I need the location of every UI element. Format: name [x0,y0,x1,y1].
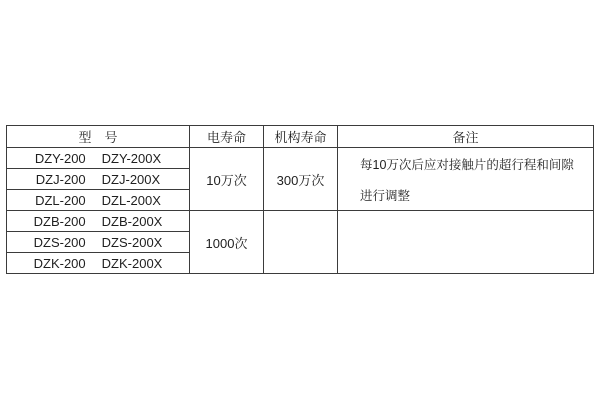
mechanical-life-cell [264,211,338,274]
table-row [7,148,594,169]
model-cell [7,211,190,232]
model-name: DZK-200 [33,255,86,271]
mechanical-life-cell: 300万次 [264,148,338,211]
model-name: DZK-200X [101,255,163,271]
model-name: DZY-200X [101,150,162,166]
model-name: DZS-200X [101,234,163,250]
remark-text-line2: 进行调整 [360,188,411,203]
relay-lifespan-table [6,125,594,274]
model-cell [7,148,190,169]
model-cell [7,253,190,274]
table-header-row [7,126,594,148]
electrical-life-cell: 10万次 [190,148,264,211]
remark-cell [338,148,594,211]
model-name: DZL-200X [101,192,161,208]
electrical-life-cell: 1000次 [190,211,264,274]
model-name: DZL-200 [35,192,86,208]
remark-cell [338,211,594,274]
model-name: DZB-200 [33,213,86,229]
column-header-mechanical-life: 机构寿命 [264,126,338,148]
model-cell [7,169,190,190]
column-header-electrical-life: 电寿命 [190,126,264,148]
model-name: DZY-200 [34,150,86,166]
model-cell [7,190,190,211]
model-name: DZS-200 [33,234,86,250]
table-row [7,211,594,232]
model-name: DZJ-200X [101,171,161,187]
model-name: DZJ-200 [35,171,86,187]
model-name: DZB-200X [101,213,163,229]
remark-text-line1: 每10万次后应对接触片的超行程和间隙 [360,157,574,172]
column-header-model: 型 号 [7,126,190,148]
column-header-remarks: 备注 [338,126,594,148]
model-cell [7,232,190,253]
